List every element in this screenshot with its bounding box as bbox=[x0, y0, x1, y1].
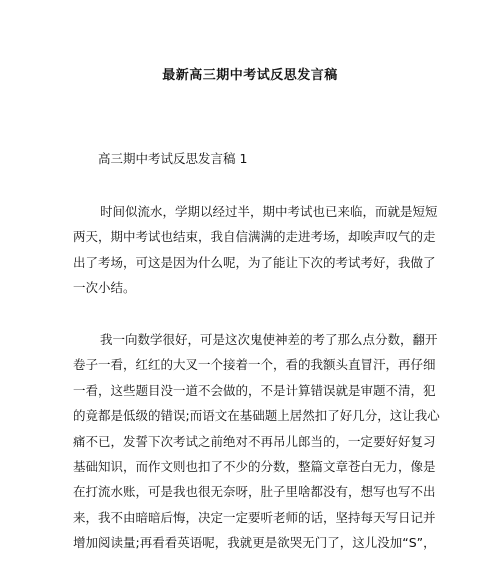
paragraph-line: 出了考场，可这是因为什么呢，为了能让下次的考试考好，我做了 bbox=[73, 254, 436, 270]
paragraph-line: 痛不已，发誓下次考试之前绝对不再吊儿郎当的，一定要好好复习 bbox=[73, 433, 436, 449]
paragraph-line: 两天，期中考试也结束，我自信满满的走进考场，却唉声叹气的走 bbox=[73, 229, 436, 245]
paragraph-line: 卷子一看，红红的大叉一个接着一个，看的我额头直冒汗，再仔细 bbox=[73, 357, 436, 373]
document-subtitle: 高三期中考试反思发言稿 1 bbox=[98, 151, 248, 166]
paragraph-line: 一看，这些题目没一道不会做的，不是计算错误就是审题不清，犯 bbox=[73, 382, 436, 398]
document-title: 最新高三期中考试反思发言稿 bbox=[162, 68, 338, 83]
paragraph-line: 增加阅读量;再看看英语呢，我就更是欲哭无门了，这儿没加“S”， bbox=[73, 535, 436, 551]
paragraph-line: 来，我不由暗暗后悔，决定一定要听老师的话，坚持每天写日记并 bbox=[73, 509, 436, 525]
paragraph-line: 我一向数学很好，可是这次鬼使神差的考了那么点分数，翻开 bbox=[100, 332, 438, 347]
paragraph-line: 时间似流水，学期以经过半，期中考试也已来临，而就是短短 bbox=[100, 204, 438, 219]
paragraph-line: 基础知识，而作文则也扣了不少的分数，整篇文章苍白无力，像是 bbox=[73, 459, 436, 475]
paragraph-1 bbox=[73, 199, 438, 301]
paragraph-line: 的竟都是低级的错误;而语文在基础题上居然扣了好几分，这让我心 bbox=[73, 408, 440, 424]
paragraph-line: 在打流水账，可是我也很无奈呀，肚子里啥都没有，想写也写不出 bbox=[73, 484, 436, 500]
paragraph-line: 一次小结。 bbox=[73, 280, 136, 296]
paragraph-2 bbox=[73, 327, 440, 556]
